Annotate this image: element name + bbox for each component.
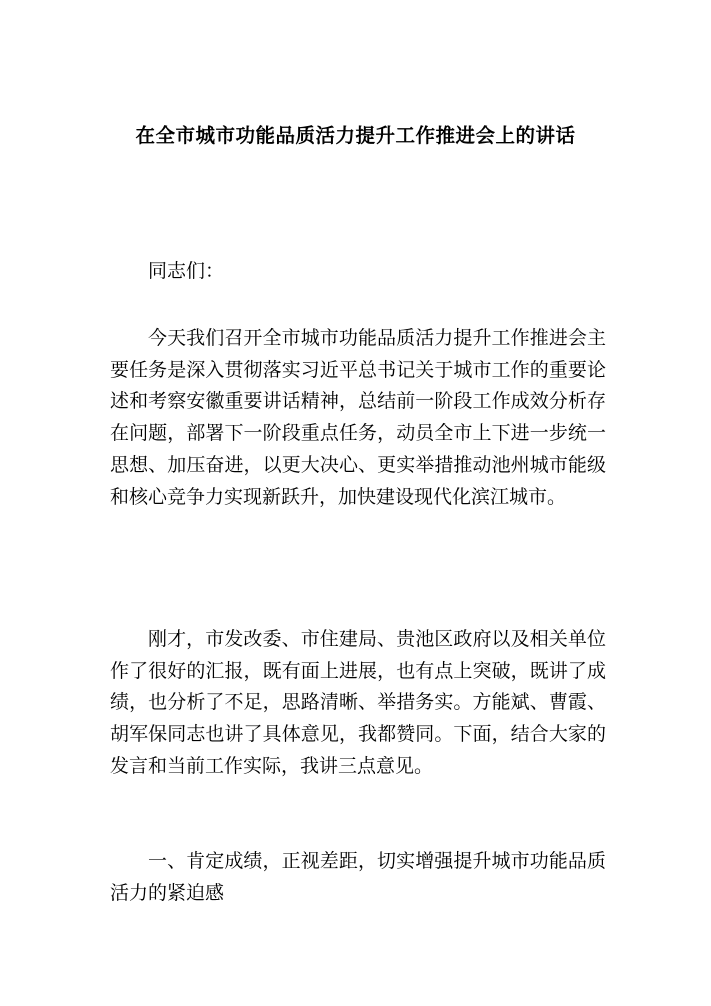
body-paragraph: 刚才，市发改委、市住建局、贵池区政府以及相关单位作了很好的汇报，既有面上进展，也有点上突破，既讲了成绩，也分析了不足，思路清晰、举措务实。方能斌、曹霞、胡军保同志也讲了具体意见，我都赞同。下面，结合大家的发言和当前工作实际，我讲三点意见。	[110, 628, 606, 777]
salutation: 同志们：	[148, 260, 225, 282]
body-paragraph: 今天我们召开全市城市功能品质活力提升工作推进会主要任务是深入贯彻落实习近平总书记关于城市工作的重要论述和考察安徽重要讲话精神，总结前一阶段工作成效分析存在问题，部署下一阶段重点任务，动员全市上下进一步统一思想、加压奋进，以更大决心、更实举措推动池州城市能级和核心竞争力实现新跃升，加快建设现代化滨江城市。	[110, 327, 606, 508]
document-title: 在全市城市功能品质活力提升工作推进会上的讲话	[135, 124, 576, 147]
section-heading: 一、肯定成绩，正视差距，切实增强提升城市功能品质活力的紧迫感	[110, 850, 606, 904]
